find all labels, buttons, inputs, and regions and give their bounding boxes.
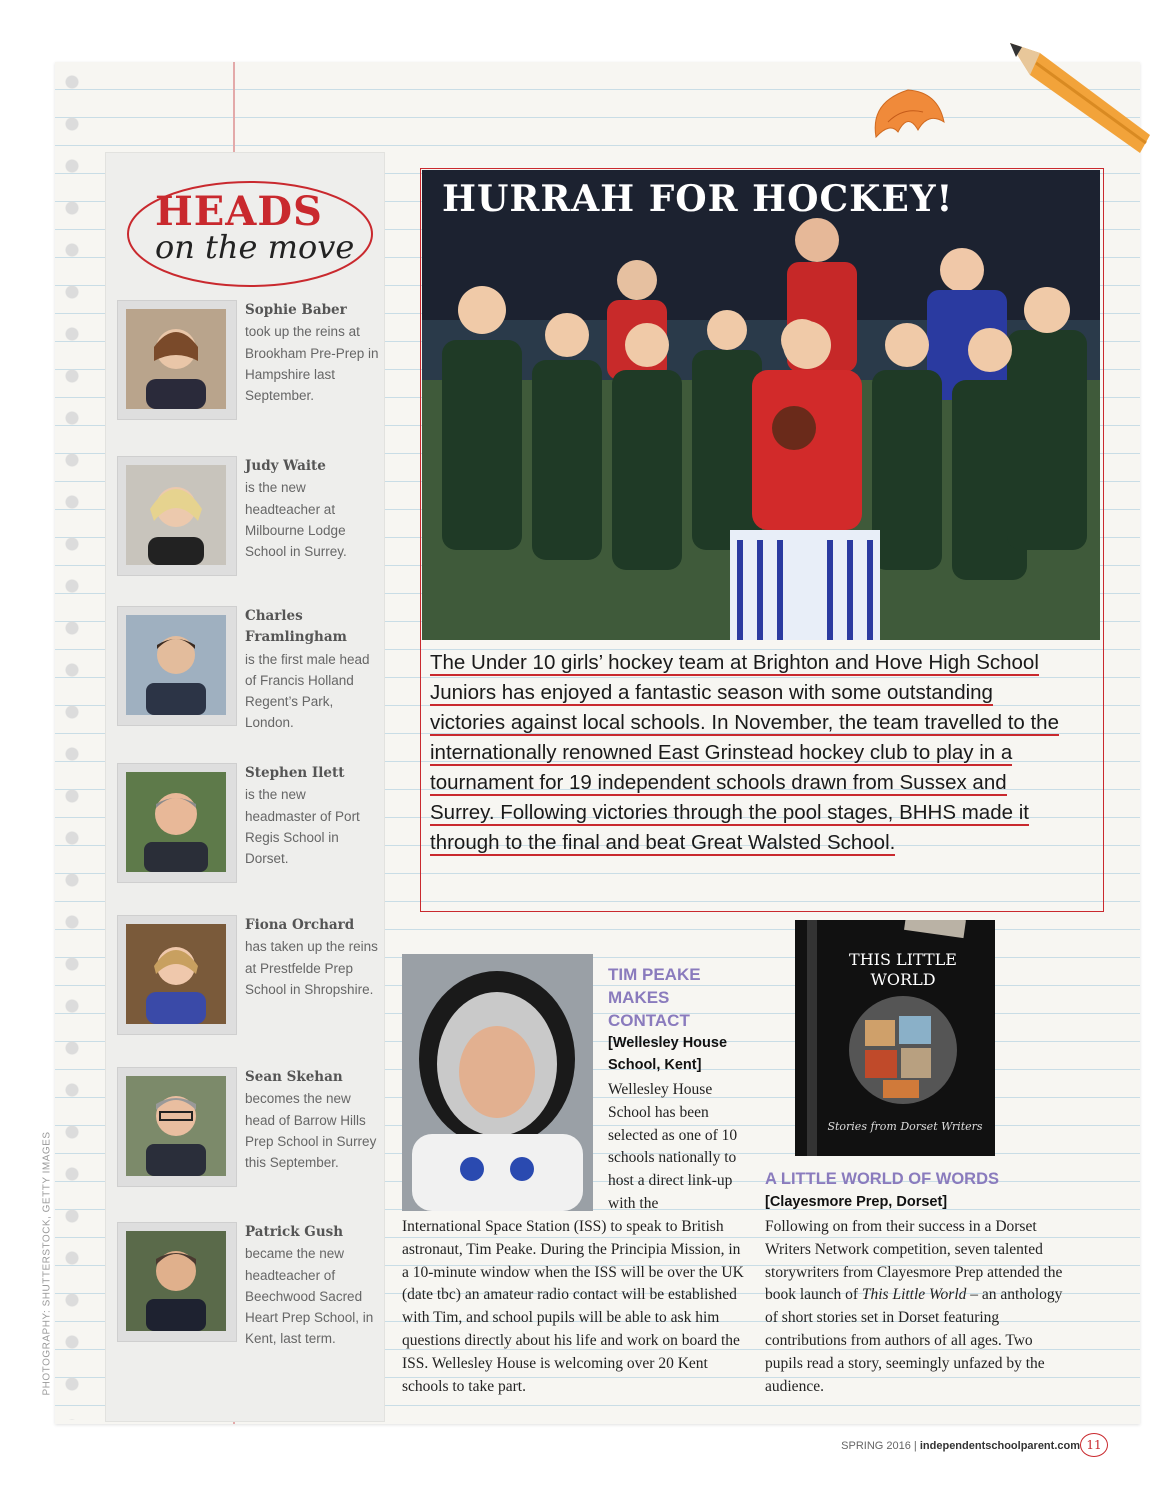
footer-separator: | [910,1440,920,1452]
little-world-title: A LITTLE WORLD OF WORDS [765,1170,1000,1188]
head-name: Judy Waite [245,458,326,474]
tim-peake-photo [402,954,593,1211]
head-description: is the first male head of Francis Holland Regent’s Park, London. [245,651,370,731]
head-name: Stephen Ilett [245,765,345,781]
tim-peake-body-part1: Wellesley House School has been selected as one of 10 schools nationally to host a direct link-up with the [608,1081,738,1212]
head-description: is the new headmaster of Port Regis School in Dorset. [245,787,360,867]
head-portrait-photo [117,606,237,726]
head-name: Fiona Orchard [245,917,355,933]
tim-peake-body-part2: International Space Station (ISS) to speak to British astronaut, Tim Peake. During the Principia Mission, in a 10-minute window when the ISS will be over the UK (date tbc) an amateur radio contact will be established with Tim, and school pupils will be able to ask him questions directly about his life and work on board the ISS. Wellesley House is welcoming over 20 Kent schools to take part. [402,1218,744,1395]
little-world-body-text: – an anthology of short stories set in Dorset featuring contributions from authors of all ages. Two pupils read a story, seemingly unfazed by the audience. [765,1286,1063,1395]
pencil-shaving-illustration [868,82,948,152]
head-description: is the new headteacher at Milbourne Lodge School in Surrey. [245,480,347,560]
head-portrait-photo [117,300,237,420]
head-portrait-photo [117,763,237,883]
hockey-article-body [430,648,1070,858]
head-name: Sean Skehan [245,1069,343,1085]
head-description: has taken up the reins at Prestfelde Prep School in Shropshire. [245,939,378,997]
book-cover-title: THIS LITTLE WORLD [849,950,957,989]
hockey-body-text: The Under 10 girls’ hockey team at Brighton and Hove High School Juniors has enjoyed a fantastic season with some outstanding victories against local schools. In November, the team travelled to the internationally renowned East Grinstead hockey club to play in a tournament for 19 independent schools drawn from Sussex and Surrey. Following victories through the pool stages, BHHS made it through to the final and beat Great Walsted School. [430,651,1059,854]
pencil-illustration [1000,35,1150,155]
head-name: Charles Framlingham [245,608,347,646]
hockey-article-title: HURRAH FOR HOCKEY! [442,178,954,220]
head-name: Patrick Gush [245,1224,344,1240]
photo-credit [37,1131,53,1396]
head-description: becomes the new head of Barrow Hills Prep School in Surrey this September. [245,1091,377,1171]
little-world-subtitle: [Clayesmore Prep, Dorset] [765,1194,948,1210]
heads-subtitle: on the move [155,228,355,266]
head-portrait-photo [117,456,237,576]
tim-peake-subtitle: [Wellesley House School, Kent] [608,1035,728,1073]
head-description: became the new headteacher of Beechwood Sacred Heart Prep School, in Kent, last term. [245,1246,374,1347]
book-title-italic: This Little World [861,1286,967,1304]
page-footer [800,1440,1080,1452]
head-portrait-photo [117,1067,237,1187]
head-portrait-photo [117,1222,237,1342]
little-world-body [765,1216,1065,1398]
site-link[interactable]: independentschoolparent.com [919,1440,1080,1452]
paper-edge-holes [60,70,84,1420]
head-description: took up the reins at Brookham Pre-Prep in Hampshire last September. [245,324,379,404]
head-portrait-photo [117,915,237,1035]
little-world-body-text: Following on from their success in a Dorset Writers Network competition, seven talented storywriters from Clayesmore Prep attended the book launch of [765,1218,1063,1304]
tim-peake-title: TIM PEAKE MAKES CONTACT [608,965,701,1030]
heads-title: HEADS [155,188,323,235]
page-number: 11 [1080,1433,1108,1457]
book-cover [795,920,995,1156]
issue-label: SPRING 2016 [841,1440,911,1452]
book-cover-subtitle: Stories from Dorset Writers [827,1120,983,1133]
head-name: Sophie Baber [245,302,347,318]
hockey-team-photo [422,170,1100,640]
photo-credit-text: PHOTOGRAPHY: SHUTTERSTOCK, GETTY IMAGES [41,1131,53,1396]
